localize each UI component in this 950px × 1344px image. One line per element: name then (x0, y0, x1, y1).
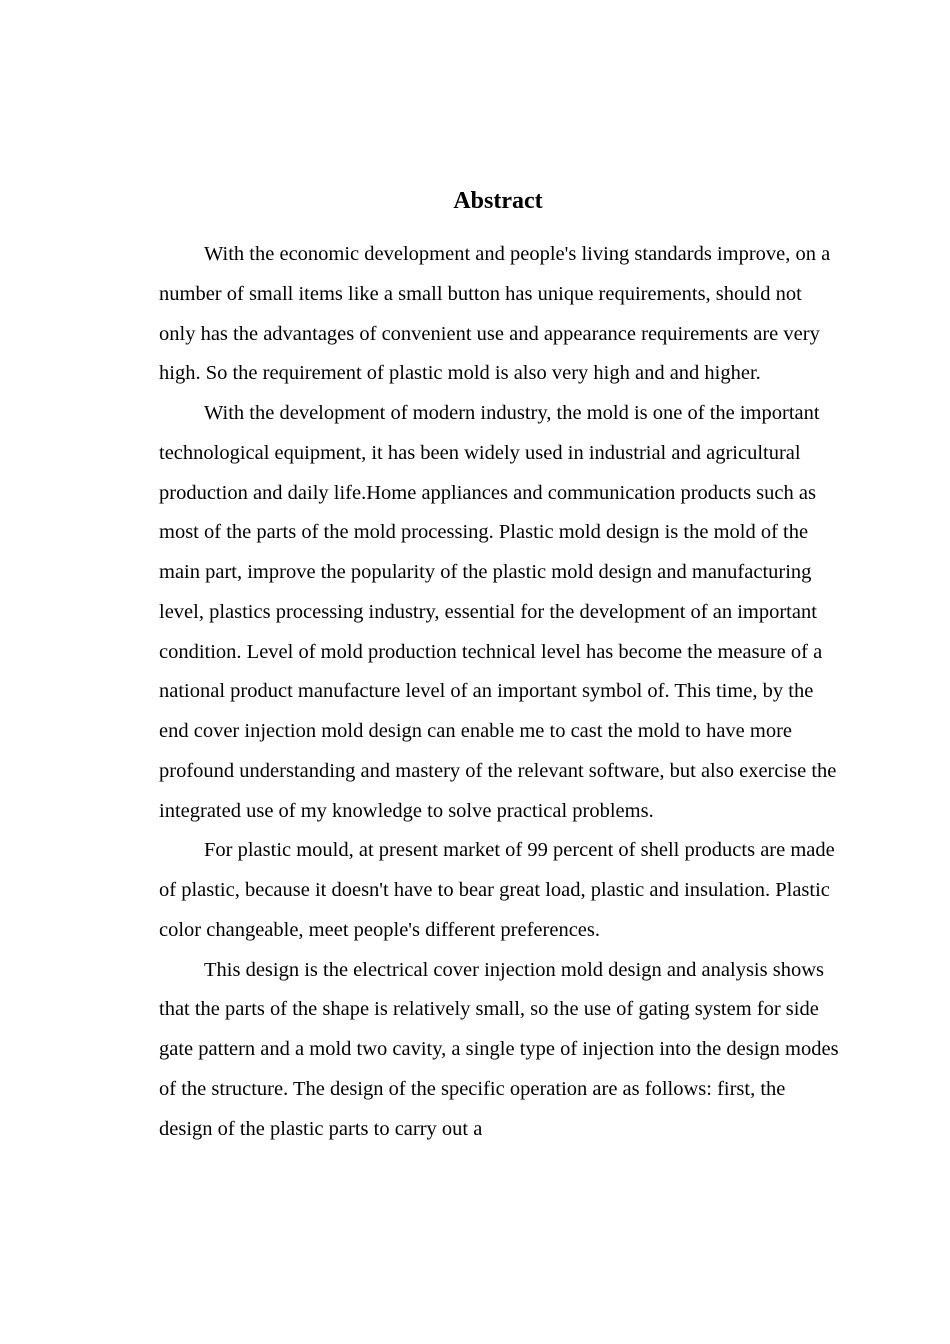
paragraph-1: With the economic development and people's living standards improve, on a number of small items like a small button has unique requirements, should not only has the advantages of convenient use and appearance requirements are very high. So the requirement of plastic mold is also very high and and higher. (159, 243, 831, 385)
page-title: Abstract (453, 188, 543, 214)
paragraph-3: For plastic mould, at present market of 99 percent of shell products are made of plastic, because it doesn't have to bear great load, plastic and insulation. Plastic color changeable, meet people's different preferences. (159, 839, 835, 941)
abstract-body (159, 235, 839, 1149)
paragraph-2: With the development of modern industry, the mold is one of the important technological equipment, it has been widely used in industrial and agricultural production and daily life.Home appliances and communication products such as most of the parts of the mold processing. Plastic mold design is the mold of the main part, improve the popularity of the plastic mold design and manufacturing level, plastics processing industry, essential for the development of an important condition. Level of mold production technical level has become the measure of a national product manufacture level of an important symbol of. This time, by the end cover injection mold design can enable me to cast the mold to have more profound understanding and mastery of the relevant software, but also exercise the integrated use of my knowledge to solve practical problems. (159, 402, 837, 822)
paragraph-4: This design is the electrical cover injection mold design and analysis shows that the parts of the shape is relatively small, so the use of gating system for side gate pattern and a mold two cavity, a single type of injection into the design modes of the structure. The design of the specific operation are as follows: first, the design of the plastic parts to carry out a (159, 958, 839, 1140)
